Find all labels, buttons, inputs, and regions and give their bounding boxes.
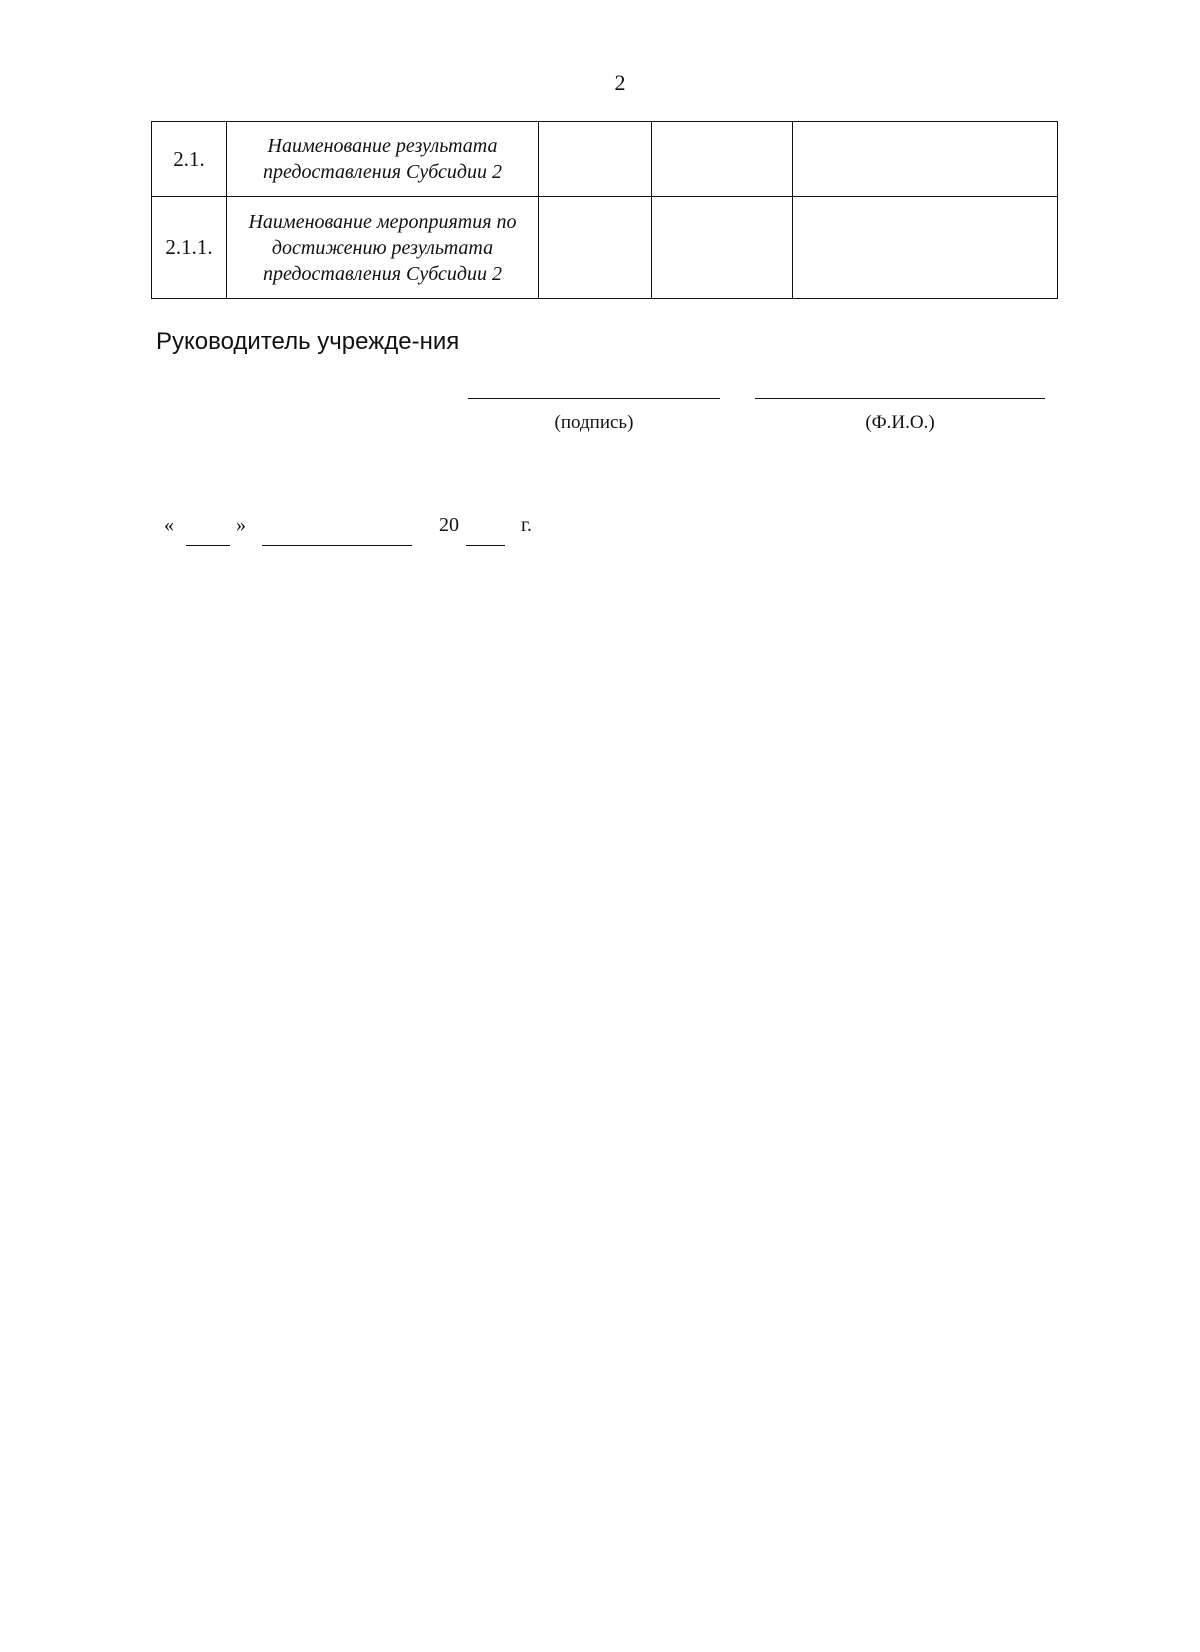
head-of-institution-label: Руководитель учрежде-ния xyxy=(156,328,460,355)
result-name-cell: Наименование результата предоставления Субсидии 2 xyxy=(227,122,539,197)
results-table xyxy=(151,121,1058,299)
date-open-quote: « xyxy=(164,514,174,536)
empty-cell xyxy=(793,197,1058,299)
empty-cell xyxy=(652,197,793,299)
fio-caption: (Ф.И.О.) xyxy=(865,412,935,433)
empty-cell xyxy=(539,197,652,299)
day-line xyxy=(186,545,230,546)
page-number: 2 xyxy=(614,70,626,95)
year-suffix: г. xyxy=(521,514,532,536)
row-number-cell: 2.1.1. xyxy=(152,197,227,299)
signature-line xyxy=(468,398,720,399)
empty-cell xyxy=(539,122,652,197)
row-number-cell: 2.1. xyxy=(152,122,227,197)
date-close-quote: » xyxy=(236,514,246,536)
year-prefix: 20 xyxy=(439,514,459,536)
table-row xyxy=(152,122,1058,197)
empty-cell xyxy=(793,122,1058,197)
activity-name-cell: Наименование мероприятия по достижению результата предоставления Субсидии 2 xyxy=(227,197,539,299)
table-row xyxy=(152,197,1058,299)
empty-cell xyxy=(652,122,793,197)
signature-caption: (подпись) xyxy=(554,412,634,433)
month-line xyxy=(262,545,412,546)
year-line xyxy=(466,545,505,546)
fio-line xyxy=(755,398,1045,399)
